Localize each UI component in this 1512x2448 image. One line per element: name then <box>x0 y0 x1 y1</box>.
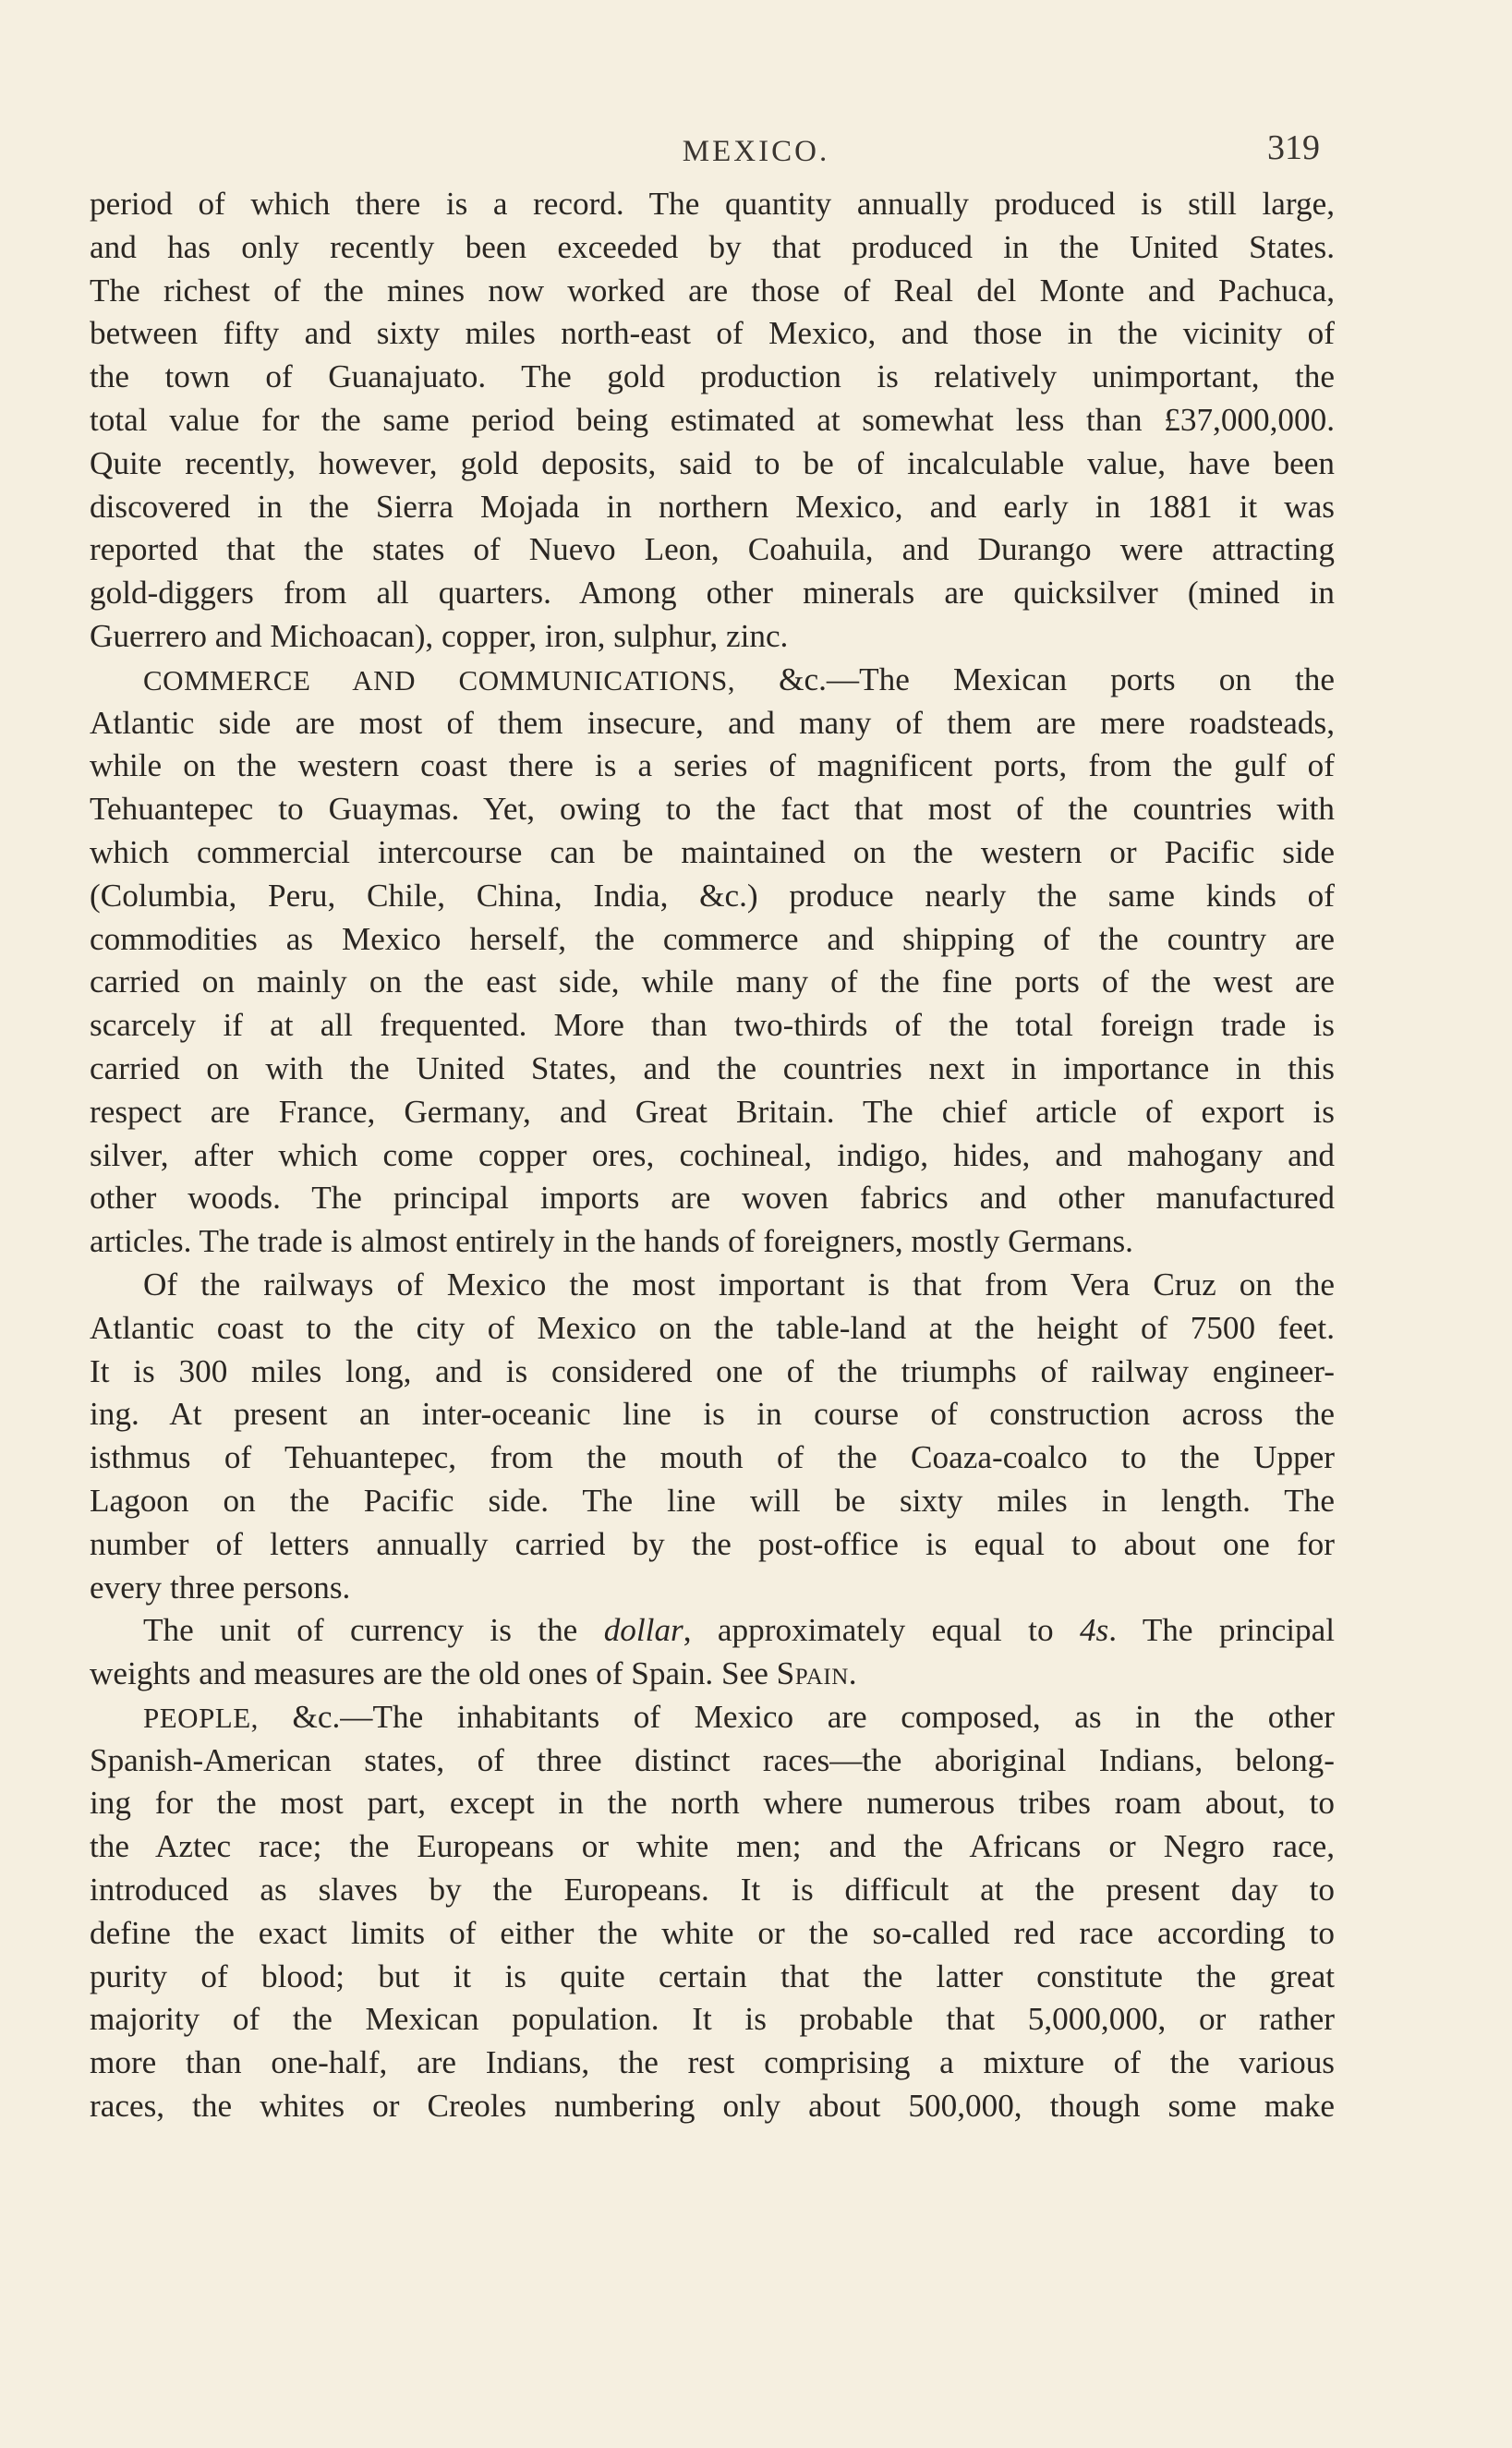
text-fragment: . <box>848 1655 857 1692</box>
text-line: scarcely if at all frequented. More than two-thirds of the total foreign trade is <box>90 1007 1335 1044</box>
text-fragment: &c.—The inhabitants of Mexico are composed, as in the other <box>258 1698 1335 1735</box>
text-line: the town of Guanajuato. The gold production is relatively unimportant, the <box>90 358 1335 395</box>
text-line: other woods. The principal imports are woven fabrics and other manufactured <box>90 1180 1335 1217</box>
text-line: number of letters annually carried by the post-office is equal to about one for <box>90 1525 1335 1562</box>
text-line: every three persons. <box>90 1569 351 1606</box>
text-line: total value for the same period being estimated at somewhat less than £37,000,000. <box>90 401 1335 438</box>
text-line: The richest of the mines now worked are those of Real del Monte and Pachuca, <box>90 272 1335 309</box>
section-heading-commerce: COMMERCE AND COMMUNICATIONS, <box>143 663 735 697</box>
text-line: while on the western coast there is a series of magnificent ports, from the gulf of <box>90 747 1335 784</box>
text-line: purity of blood; but it is quite certain that the latter constitute the great <box>90 1957 1335 1994</box>
text-fragment: The unit of currency is the <box>143 1612 604 1649</box>
italic-term-dollar: dollar <box>603 1612 683 1649</box>
text-line: Atlantic coast to the city of Mexico on the table-land at the height of 7500 feet. <box>90 1309 1335 1346</box>
text-line: Of the railways of Mexico the most important is that from Vera Cruz on the <box>143 1266 1335 1303</box>
text-fragment: &c.—The Mexican ports on the <box>735 660 1336 697</box>
text-line: between fifty and sixty miles north-east of Mexico, and those in the vicinity of <box>90 315 1335 352</box>
cross-reference-spain: Spain <box>776 1655 849 1692</box>
text-line: period of which there is a record. The quantity annually produced is still large, <box>90 186 1335 222</box>
section-heading-people: PEOPLE, <box>143 1701 259 1734</box>
text-line: commodities as Mexico herself, the commerce and shipping of the country are <box>90 920 1335 957</box>
text-line: which commercial intercourse can be maintained on the western or Pacific side <box>90 833 1335 870</box>
text-line: and has only recently been exceeded by that produced in the United States. <box>90 228 1335 265</box>
text-line: gold-diggers from all quarters. Among other minerals are quicksilver (mined in <box>90 575 1335 612</box>
page-header <box>0 127 1512 174</box>
text-line: isthmus of Tehuantepec, from the mouth of the Coaza-coalco to the Upper <box>90 1439 1335 1476</box>
text-line: majority of the Mexican population. It is probable that 5,000,000, or rather <box>90 2001 1335 2038</box>
text-line: Lagoon on the Pacific side. The line will be sixty miles in length. The <box>90 1482 1335 1519</box>
text-line: articles. The trade is almost entirely in the hands of foreigners, mostly Germans. <box>90 1223 1133 1260</box>
body-text <box>90 183 1335 2128</box>
weights-line <box>90 1653 1335 1696</box>
text-line: Tehuantepec to Guaymas. Yet, owing to the fact that most of the countries with <box>90 791 1335 828</box>
section-heading-line <box>90 1696 1335 1739</box>
text-line: the Aztec race; the Europeans or white men; and the Africans or Negro race, <box>90 1828 1335 1865</box>
italic-term-shillings: 4s <box>1079 1612 1109 1649</box>
text-line: Atlantic side are most of them insecure, and many of them are mere roadsteads, <box>90 704 1335 741</box>
text-line: ing. At present an inter-oceanic line is in course of construction across the <box>90 1396 1335 1433</box>
text-line: respect are France, Germany, and Great Britain. The chief article of export is <box>90 1093 1335 1130</box>
text-line: It is 300 miles long, and is considered one of the triumphs of railway engineer- <box>90 1352 1335 1389</box>
text-line: ing for the most part, except in the north where numerous tribes roam about, to <box>90 1785 1335 1822</box>
text-line: Spanish-American states, of three distinct races—the aboriginal Indians, belong- <box>90 1741 1335 1778</box>
text-fragment: . The principal <box>1108 1612 1335 1649</box>
text-line: Quite recently, however, gold deposits, said to be of incalculable value, have been <box>90 444 1335 481</box>
text-line: (Columbia, Peru, Chile, China, India, &c.) produce nearly the same kinds of <box>90 877 1335 914</box>
text-line: introduced as slaves by the Europeans. It is difficult at the present day to <box>90 1872 1335 1909</box>
text-line: define the exact limits of either the white or the so-called red race according to <box>90 1914 1335 1951</box>
text-line: carried on with the United States, and the countries next in importance in this <box>90 1049 1335 1086</box>
text-line: silver, after which come copper ores, cochineal, indigo, hides, and mahogany and <box>90 1136 1335 1173</box>
text-line: reported that the states of Nuevo Leon, Coahuila, and Durango were attracting <box>90 531 1335 568</box>
text-line: carried on mainly on the east side, while many of the fine ports of the west are <box>90 963 1335 1000</box>
page-number: 319 <box>1267 128 1320 167</box>
text-fragment: weights and measures are the old ones of Spain. See <box>90 1655 777 1692</box>
text-line: races, the whites or Creoles numbering only about 500,000, though some make <box>90 2088 1335 2125</box>
text-fragment: , approximately equal to <box>683 1612 1080 1649</box>
currency-line <box>90 1609 1335 1653</box>
text-line: more than one-half, are Indians, the rest comprising a mixture of the various <box>90 2044 1335 2081</box>
section-heading-line <box>90 659 1335 702</box>
text-line: Guerrero and Michoacan), copper, iron, sulphur, zinc. <box>90 617 789 654</box>
text-line: discovered in the Sierra Mojada in northern Mexico, and early in 1881 it was <box>90 488 1335 525</box>
running-head: MEXICO. <box>682 135 830 168</box>
